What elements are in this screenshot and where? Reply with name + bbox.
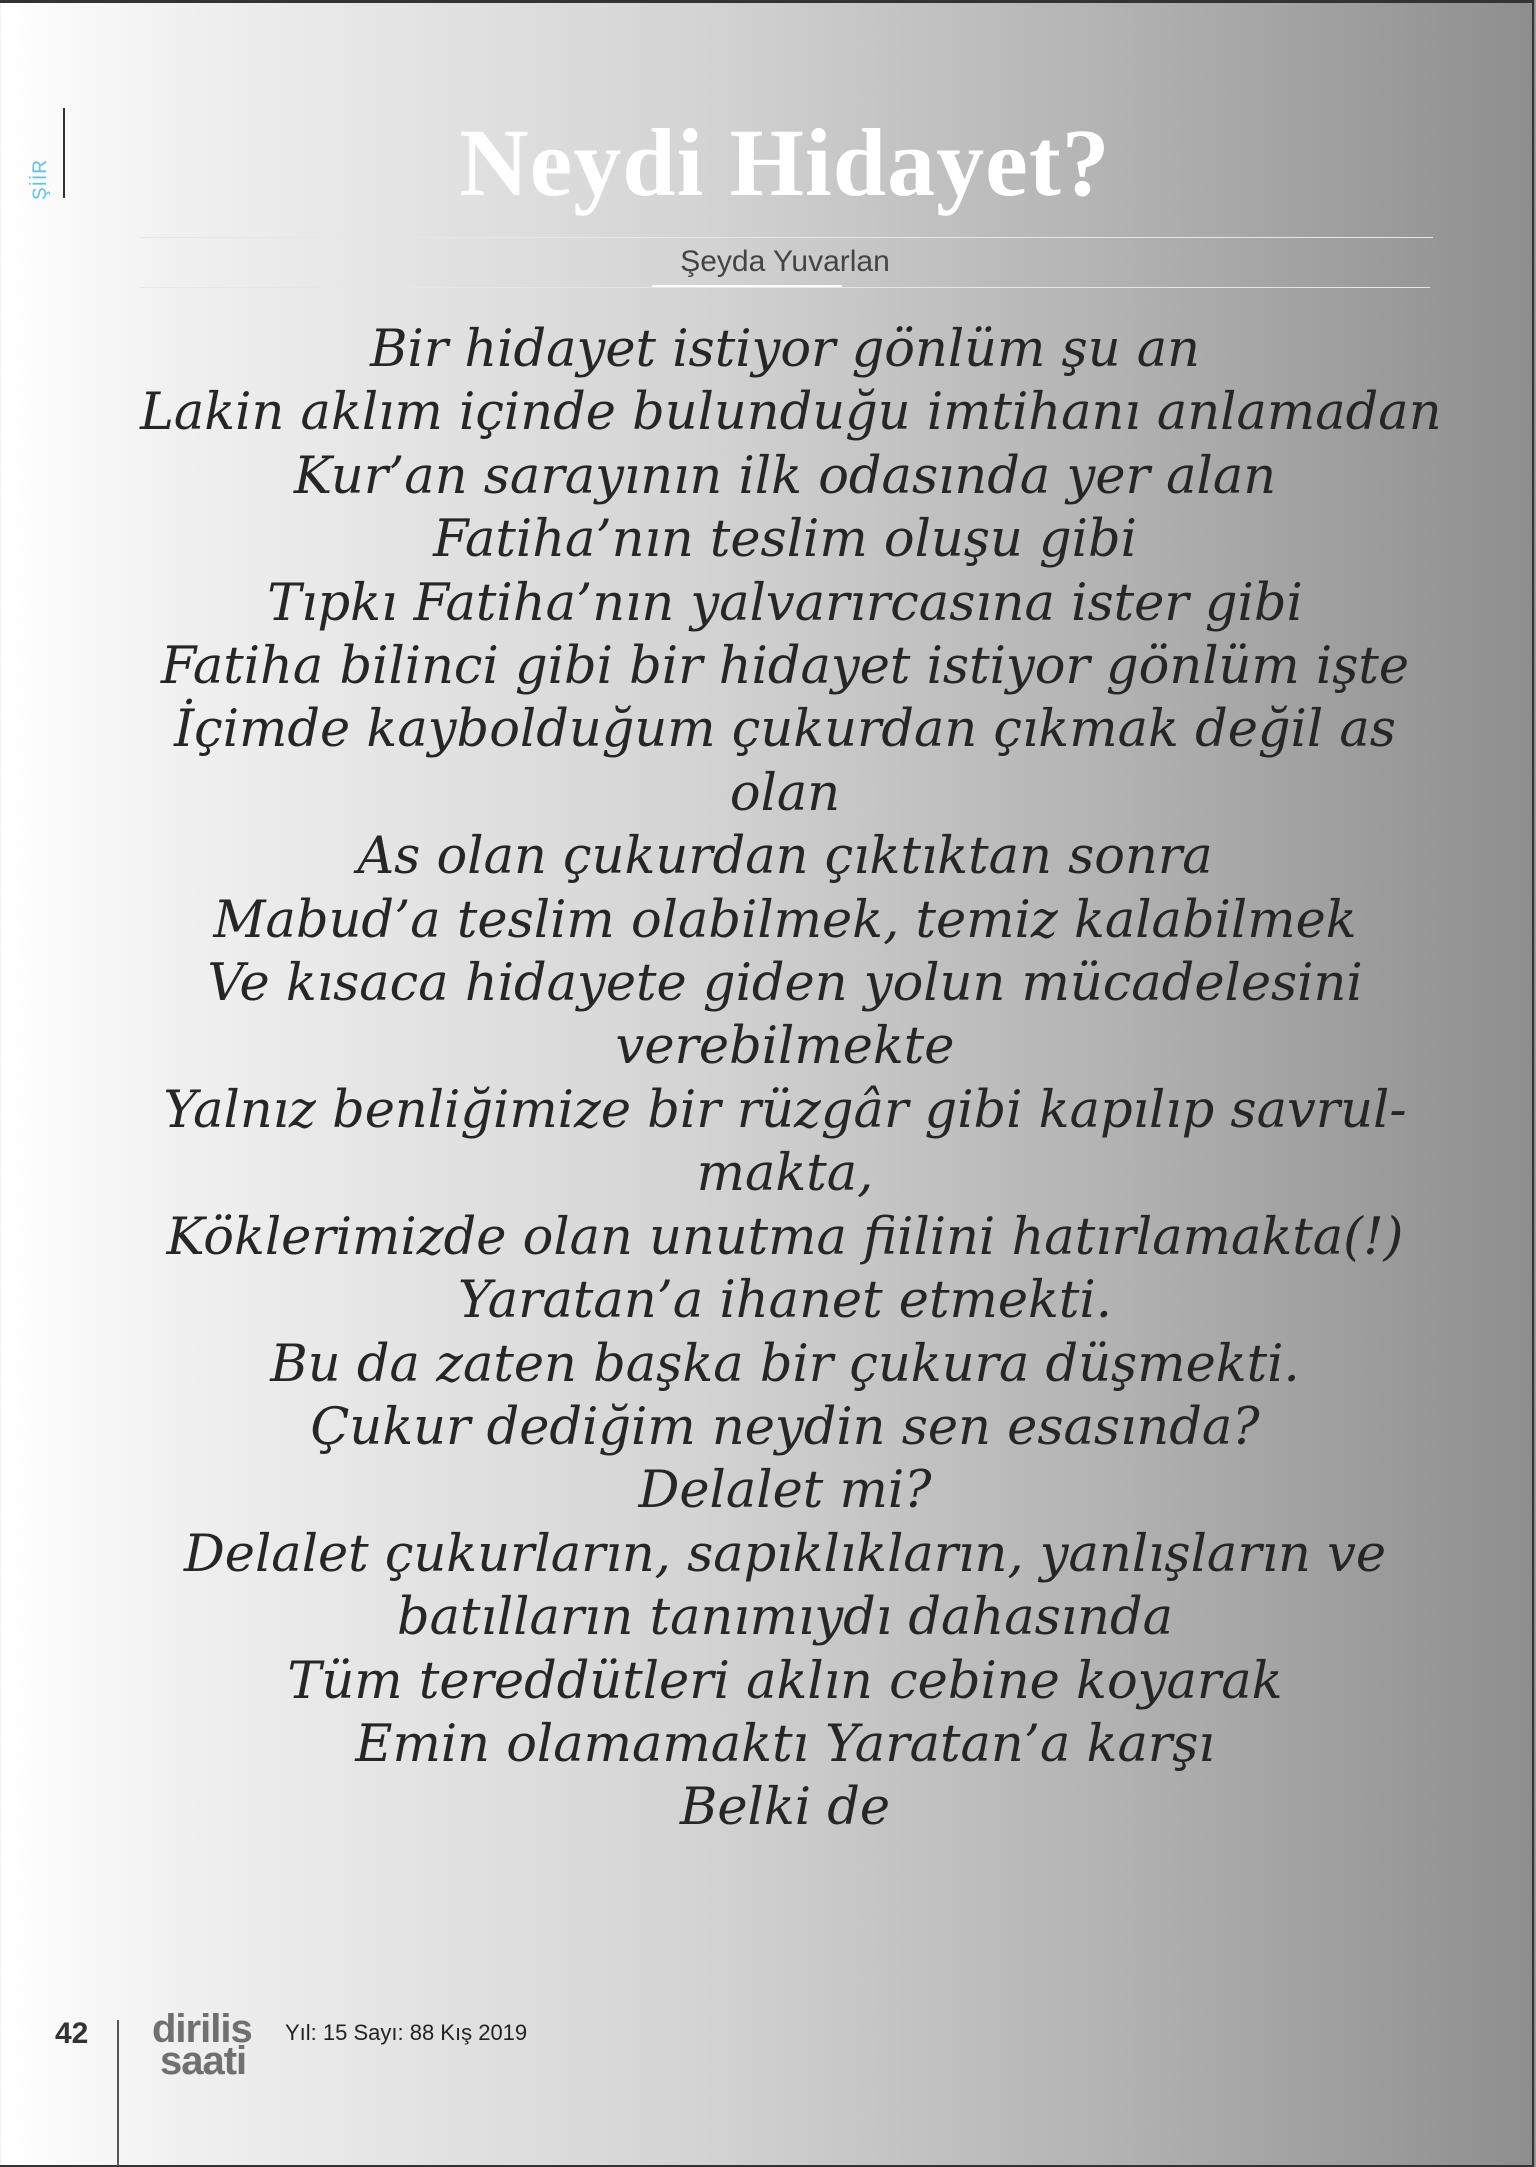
poem-line: As olan çukurdan çıktıktan sonra	[357, 827, 1213, 887]
magazine-logo	[152, 2007, 272, 2083]
poem-line: makta,	[696, 1144, 874, 1204]
title-rule-top	[140, 237, 1433, 238]
footer-divider	[117, 2020, 119, 2166]
poem-line: Lakin aklım içinde bulunduğu imtihanı anlamadan	[140, 383, 1442, 443]
author-name: Şeyda Yuvarlan	[680, 245, 890, 278]
poem-line: Emin olamamaktı Yaratan’a karşı	[355, 1714, 1215, 1774]
section-label: ŞİİR	[30, 159, 51, 200]
poem-line: Fatiha bilinci gibi bir hidayet istiyor gönlüm işte	[160, 637, 1410, 697]
poem-line: Kur’an sarayının ilk odasında yer alan	[293, 446, 1277, 506]
poem-line: Yaratan’a ihanet etmekti.	[458, 1271, 1112, 1331]
poem-line: Belki de	[679, 1778, 891, 1838]
poem-line: Mabud’a teslim olabilmek, temiz kalabilmek	[213, 890, 1357, 950]
poem-line: Fatiha’nın teslim oluşu gibi	[433, 510, 1137, 570]
poem-line: Yalnız benliğimize bir rüzgâr gibi kapılıp savrul-	[163, 1080, 1407, 1140]
issue-info: Yıl: 15 Sayı: 88 Kış 2019	[285, 2020, 528, 2045]
poem-line: batılların tanımıydı dahasında	[396, 1588, 1174, 1648]
poem-line: Çukur dediğim neydin sen esasında?	[310, 1397, 1260, 1457]
logo-line-1: dirilis	[152, 2007, 252, 2051]
poem-line: Köklerimizde olan unutma fiilini hatırlamakta(!)	[166, 1207, 1404, 1267]
poem-line: verebilmekte	[615, 1017, 955, 1077]
poem-line: Tüm tereddütleri aklın cebine koyarak	[287, 1651, 1283, 1711]
section-divider	[63, 108, 65, 198]
poem-line: olan	[729, 763, 841, 823]
poem-line: Bir hidayet istiyor gönlüm şu an	[369, 320, 1201, 379]
poem-line: Bu da zaten başka bir çukura düşmekti.	[270, 1334, 1300, 1394]
poem-body	[140, 318, 1442, 1840]
poem-line: Delalet mi?	[638, 1461, 932, 1521]
poem-line: İçimde kaybolduğum çukurdan çıkmak değil as	[174, 700, 1396, 760]
page-number: 42	[55, 2017, 89, 2050]
logo-line-2: saati	[160, 2039, 247, 2083]
poem-title: Neydi Hidayet?	[459, 109, 1111, 216]
poem-line: Delalet çukurların, sapıklıkların, yanlışların ve	[183, 1524, 1387, 1584]
poem-line: Ve kısaca hidayete giden yolun mücadelesini	[207, 954, 1363, 1014]
poem-line: Tıpkı Fatiha’nın yalvarırcasına ister gibi	[267, 573, 1303, 633]
title-rule-bottom	[140, 287, 1430, 288]
